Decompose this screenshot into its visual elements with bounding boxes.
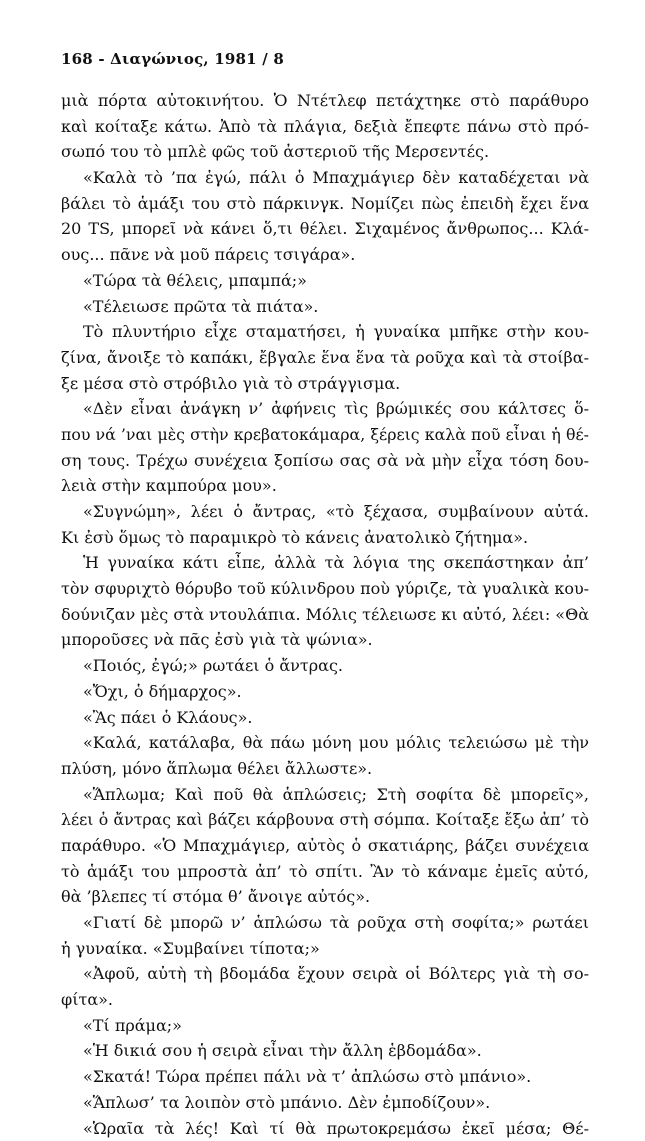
text-line: Κι ἐσὺ ὅμως τὸ παραμικρὸ τὸ κάνεις ἀνατολικὸ ζήτημα». bbox=[61, 525, 589, 551]
text-line: παράθυρο. «Ὁ Μπαχμάγιερ, αὐτὸς ὁ σκατιάρης, βάζει συνέχεια bbox=[61, 833, 589, 859]
text-line: «Ποιός, ἐγώ;» ρωτάει ὁ ἄντρας. bbox=[61, 653, 589, 679]
text-line: ξε μέσα στὸ στρόβιλο γιὰ τὸ στράγγισμα. bbox=[61, 371, 589, 397]
text-line: «Καλὰ τὸ ’πα ἐγώ, πάλι ὁ Μπαχμάγιερ δὲν καταδέχεται νὰ bbox=[61, 165, 589, 191]
text-line: Ἡ γυναίκα κάτι εἶπε, ἀλλὰ τὰ λόγια της σκεπάστηκαν ἀπ’ bbox=[61, 550, 589, 576]
text-line: «Καλά, κατάλαβα, θὰ πάω μόνη μου μόλις τελειώσω μὲ τὴν bbox=[61, 730, 589, 756]
text-line: «Ἀφοῦ, αὐτὴ τὴ βδομάδα ἔχουν σειρὰ οἱ Βόλτερς γιὰ τὴ σο- bbox=[61, 961, 589, 987]
text-line: «Γιατί δὲ μπορῶ ν’ ἁπλώσω τὰ ροῦχα στὴ σοφίτα;» ρωτάει bbox=[61, 910, 589, 936]
body-text bbox=[61, 88, 589, 1141]
text-line: ζίνα, ἄνοιξε τὸ καπάκι, ἔβγαλε ἕνα ἕνα τὰ ροῦχα καὶ τὰ στοίβα- bbox=[61, 345, 589, 371]
text-line: «Ὡραῖα τὰ λές! Καὶ τί θὰ πρωτοκρεμάσω ἐκεῖ μέσα; Θέ- bbox=[61, 1116, 589, 1141]
text-line: «Ἂς πάει ὁ Κλάους». bbox=[61, 705, 589, 731]
text-line: 20 TS, μπορεῖ νὰ κάνει ὅ,τι θέλει. Σιχαμένος ἄνθρωπος... Κλά- bbox=[61, 216, 589, 242]
text-line: σωπό του τὸ μπλὲ φῶς τοῦ ἀστεριοῦ τῆς Μερσεντές. bbox=[61, 139, 589, 165]
text-line: τὸ ἁμάξι του μπροστὰ ἀπ’ τὸ σπίτι. Ἂν τὸ κάναμε ἐμεῖς αὐτό, bbox=[61, 859, 589, 885]
text-line: λειὰ στὴν καμπούρα μου». bbox=[61, 473, 589, 499]
text-line: βάλει τὸ ἁμάξι του στὸ πάρκινγκ. Νομίζει πὼς ἐπειδὴ ἔχει ἕνα bbox=[61, 191, 589, 217]
text-line: «Ἅπλωσ’ τα λοιπὸν στὸ μπάνιο. Δὲν ἐμποδίζουν». bbox=[61, 1090, 589, 1116]
text-line: «Τέλειωσε πρῶτα τὰ πιάτα». bbox=[61, 294, 589, 320]
text-line: «Ἡ δικιά σου ἡ σειρὰ εἶναι τὴν ἄλλη ἑβδομάδα». bbox=[61, 1038, 589, 1064]
text-line: «Τί πράμα;» bbox=[61, 1013, 589, 1039]
text-line: «Συγνώμη», λέει ὁ ἄντρας, «τὸ ξέχασα, συμβαίνουν αὐτά. bbox=[61, 499, 589, 525]
text-line: δούνιζαν μὲς στὰ ντουλάπια. Μόλις τέλειωσε κι αὐτό, λέει: «Θὰ bbox=[61, 602, 589, 628]
text-line: «Ἅπλωμα; Καὶ ποῦ θὰ ἁπλώσεις; Στὴ σοφίτα δὲ μπορεῖς», bbox=[61, 782, 589, 808]
text-line: καὶ κοίταξε κάτω. Ἀπὸ τὰ πλάγια, δεξιὰ ἔπεφτε πάνω στὸ πρό- bbox=[61, 114, 589, 140]
text-line: Τὸ πλυντήριο εἶχε σταματήσει, ἡ γυναίκα μπῆκε στὴν κου- bbox=[61, 319, 589, 345]
text-line: ση τους. Τρέχω συνέχεια ξοπίσω σας σὰ νὰ μὴν εἶχα τόση δου- bbox=[61, 448, 589, 474]
text-line: μιὰ πόρτα αὐτοκινήτου. Ὁ Ντέτλεφ πετάχτηκε στὸ παράθυρο bbox=[61, 88, 589, 114]
text-line: μποροῦσες νὰ πᾶς ἐσὺ γιὰ τὰ ψώνια». bbox=[61, 627, 589, 653]
text-line: θὰ ’βλεπες τί στόμα θ’ ἄνοιγε αὐτός». bbox=[61, 884, 589, 910]
text-line: «Δὲν εἶναι ἀνάγκη ν’ ἀφήνεις τὶς βρώμικές σου κάλτσες ὅ- bbox=[61, 396, 589, 422]
text-line: τὸν σφυριχτὸ θόρυβο τοῦ κύλινδρου ποὺ γύριζε, τὰ γυαλικὰ κου- bbox=[61, 576, 589, 602]
text-line: ἡ γυναίκα. «Συμβαίνει τίποτα;» bbox=[61, 936, 589, 962]
text-line: «Ὄχι, ὁ δήμαρχος». bbox=[61, 679, 589, 705]
text-line: «Τώρα τὰ θέλεις, μπαμπά;» bbox=[61, 268, 589, 294]
running-head: 168 - Διαγώνιος, 1981 / 8 bbox=[61, 50, 284, 68]
text-line: ους... πᾶνε νὰ μοῦ πάρεις τσιγάρα». bbox=[61, 242, 589, 268]
text-line: που νά ’ναι μὲς στὴν κρεβατοκάμαρα, ξέρεις καλὰ ποῦ εἶναι ἡ θέ- bbox=[61, 422, 589, 448]
text-line: «Σκατά! Τώρα πρέπει πάλι νὰ τ’ ἁπλώσω στὸ μπάνιο». bbox=[61, 1064, 589, 1090]
text-line: πλύση, μόνο ἅπλωμα θέλει ἄλλωστε». bbox=[61, 756, 589, 782]
text-line: φίτα». bbox=[61, 987, 589, 1013]
text-line: λέει ὁ ἄντρας καὶ βάζει κάρβουνα στὴ σόμπα. Κοίταξε ἔξω ἀπ’ τὸ bbox=[61, 807, 589, 833]
